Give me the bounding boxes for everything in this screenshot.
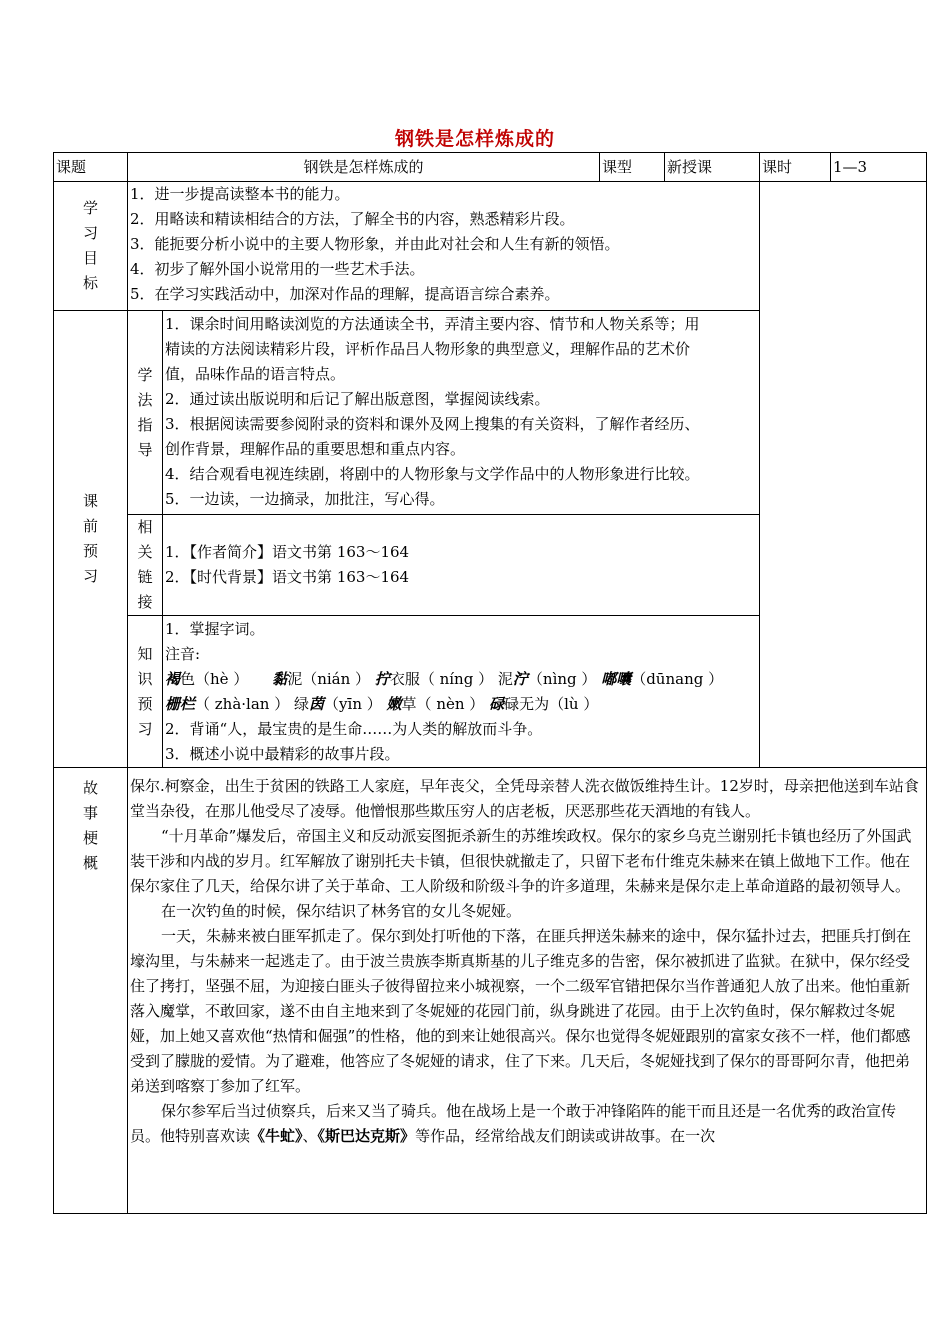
preview-label-char: 预 (82, 542, 98, 560)
story-label-char: 事 (82, 804, 98, 822)
story-row (54, 768, 927, 1214)
method-line: 2．通过读出版说明和后记了解出版意图，掌握阅读线索。 (165, 390, 550, 408)
knowledge-label-char: 识 (137, 669, 153, 688)
story-paragraph: 在一次钓鱼的时候，保尔结识了林务官的女儿冬妮娅。 (161, 902, 522, 920)
goals-label (54, 182, 128, 311)
hours-value: 1—3 (831, 153, 927, 182)
links-content (163, 515, 760, 616)
knowledge-content (163, 616, 760, 768)
blank-side-cell (760, 182, 927, 768)
method-line: 值，品味作品的语言特点。 (165, 365, 346, 383)
goals-label-char: 习 (82, 224, 98, 242)
preview-label-char: 前 (82, 517, 98, 535)
goal-item: 4．初步了解外国小说常用的一些艺术手法。 (130, 260, 425, 278)
knowledge-label-char: 知 (137, 644, 153, 663)
method-content (163, 311, 760, 515)
pinyin-word: 绿茵（yīn ） (294, 695, 382, 713)
preview-label (54, 311, 128, 768)
goals-label-char: 目 (82, 249, 98, 267)
links-label-char: 接 (137, 593, 153, 611)
method-line: 创作背景，理解作品的重要思想和重点内容。 (165, 440, 466, 458)
pinyin-row (163, 692, 759, 717)
pinyin-word: 拧衣服（ níng ） (374, 670, 494, 688)
pinyin-word: 黏泥（nián ） (272, 670, 371, 688)
knowledge-label (128, 616, 163, 768)
story-paragraph: 一天，朱赫来被白匪军抓走了。保尔到处打听他的下落，在匪兵押送朱赫来的途中，保尔猛扑过去，把匪兵打倒在壕沟里，与朱赫来一起逃走了。由于波兰贵族李斯真斯基的儿子维克多的告密，保尔被抓进了监狱。在狱中，保尔经受住了拷打，坚强不屈，为迎接白匪头子彼得留拉来小城视察，一个二级军官错把保尔当作普通犯人放了出来。他怕重新落入魔掌，不敢回家，遂不由自主地来到了冬妮娅的花园门前，纵身跳进了花园。由于上次钓鱼时，保尔解救过冬妮娅，加上她又喜欢他“热情和倔强”的性格，他的到来让她很高兴。保尔也觉得冬妮娅跟别的富家女孩不一样，他们都感受到了朦胧的爱情。为了避难，他答应了冬妮娅的请求，住了下来。几天后，冬妮娅找到了保尔的哥哥阿尔青，他把弟弟送到喀察丁参加了红军。 (130, 927, 912, 1095)
method-label-char: 指 (137, 415, 153, 434)
story-label (54, 768, 128, 1214)
method-line: 3．根据阅读需要参阅附录的资料和课外及网上搜集的有关资料，了解作者经历、 (165, 415, 700, 433)
story-label-char: 故 (82, 779, 98, 797)
story-paragraph: 保尔参军后当过侦察兵，后来又当了骑兵。他在战场上是一个敢于冲锋陷阵的能干而且还是一名优秀的政治宣传员。他特别喜欢读《牛虻》、《斯巴达克斯》等作品，经常给战友们朗读或讲故事。在一次 (130, 1102, 897, 1145)
link-line: 2．【时代背景】语文书第 163～164 (165, 568, 410, 586)
pinyin-word: 碌碌无为（lù ） (489, 695, 599, 713)
goal-item: 5．在学习实践活动中，加深对作品的理解，提高语言综合素养。 (130, 285, 560, 303)
preview-label-char: 习 (82, 567, 98, 585)
goals-content (128, 182, 760, 311)
goals-row (54, 182, 927, 311)
knowledge-line: 1．掌握字词。 (165, 620, 265, 638)
method-label-char: 法 (137, 390, 153, 409)
knowledge-line: 2．背诵“人，最宝贵的是生命……为人类的解放而斗争。 (165, 720, 543, 738)
document-title: 钢铁是怎样炼成的 (394, 128, 555, 150)
preview-label-char: 课 (82, 492, 98, 510)
goals-label-char: 标 (82, 274, 98, 292)
method-label (128, 311, 163, 515)
method-line: 5．一边读，一边摘录，加批注，写心得。 (165, 490, 445, 508)
method-label-char: 学 (137, 365, 153, 384)
pinyin-row (163, 667, 759, 692)
links-label-char: 关 (137, 543, 153, 561)
link-line: 1．【作者简介】语文书第 163～164 (165, 543, 410, 561)
links-label-char: 链 (137, 568, 153, 586)
goal-item: 2．用略读和精读相结合的方法，了解全书的内容，熟悉精彩片段。 (130, 210, 575, 228)
method-label-char: 导 (137, 440, 153, 459)
story-paragraph: “十月革命”爆发后，帝国主义和反动派妄图扼杀新生的苏维埃政权。保尔的家乡乌克兰谢别托卡镇也经历了外国武装干涉和内战的岁月。红军解放了谢别托夫卡镇，但很快就撤走了，只留下老布什维克朱赫来在镇上做地下工作。他在保尔家住了几天，给保尔讲了关于革命、工人阶级和阶级斗争的许多道理，朱赫来是保尔走上革命道路的最初领导人。 (130, 827, 912, 895)
knowledge-line: 3．概述小说中最精彩的故事片段。 (165, 745, 400, 763)
method-line: 1．课余时间用略读浏览的方法通读全书，弄清主要内容、情节和人物关系等；用 (165, 315, 700, 333)
links-label-char: 相 (137, 518, 153, 536)
pinyin-word: 嫩草（ nèn ） (386, 695, 485, 713)
method-line: 精读的方法阅读精彩片段，评析作品吕人物形象的典型意义，理解作品的艺术价 (165, 340, 691, 358)
header-row (54, 153, 927, 182)
pinyin-word: 褐色（hè ） (165, 670, 249, 688)
book-title: 《斯巴达克斯》 (317, 1127, 416, 1145)
pinyin-word: 栅栏（ zhà·lan ） (165, 695, 290, 713)
goals-label-char: 学 (82, 199, 98, 217)
hours-label: 课时 (760, 153, 831, 182)
method-line: 4．结合观看电视连续剧，将剧中的人物形象与文学作品中的人物形象进行比较。 (165, 465, 700, 483)
topic-value: 钢铁是怎样炼成的 (128, 153, 600, 182)
story-label-char: 梗 (82, 829, 98, 847)
knowledge-line: 注音: (165, 645, 201, 663)
pinyin-word: 泥泞（nìng ） (497, 670, 597, 688)
story-label-char: 概 (82, 854, 98, 872)
topic-label: 课题 (54, 153, 128, 182)
knowledge-label-char: 习 (137, 719, 153, 738)
story-content (128, 768, 927, 1214)
lesson-plan-table (53, 152, 927, 1214)
book-title: 《牛虻》 (250, 1127, 303, 1145)
type-label: 课型 (600, 153, 665, 182)
goal-item: 1．进一步提高读整本书的能力。 (130, 185, 350, 203)
knowledge-label-char: 预 (137, 694, 153, 713)
links-label (128, 515, 163, 616)
type-value: 新授课 (665, 153, 760, 182)
pinyin-word: 嘟囔（dūnang ） (601, 670, 724, 688)
story-paragraph: 保尔.柯察金，出生于贫困的铁路工人家庭，早年丧父，全凭母亲替人洗衣做饭维持生计。12岁时，母亲把他送到车站食堂当杂役，在那儿他受尽了凌辱。他憎恨那些欺压穷人的店老板，厌恶那些花天酒地的有钱人。 (130, 777, 919, 820)
goal-item: 3．能扼要分析小说中的主要人物形象，并由此对社会和人生有新的领悟。 (130, 235, 620, 253)
